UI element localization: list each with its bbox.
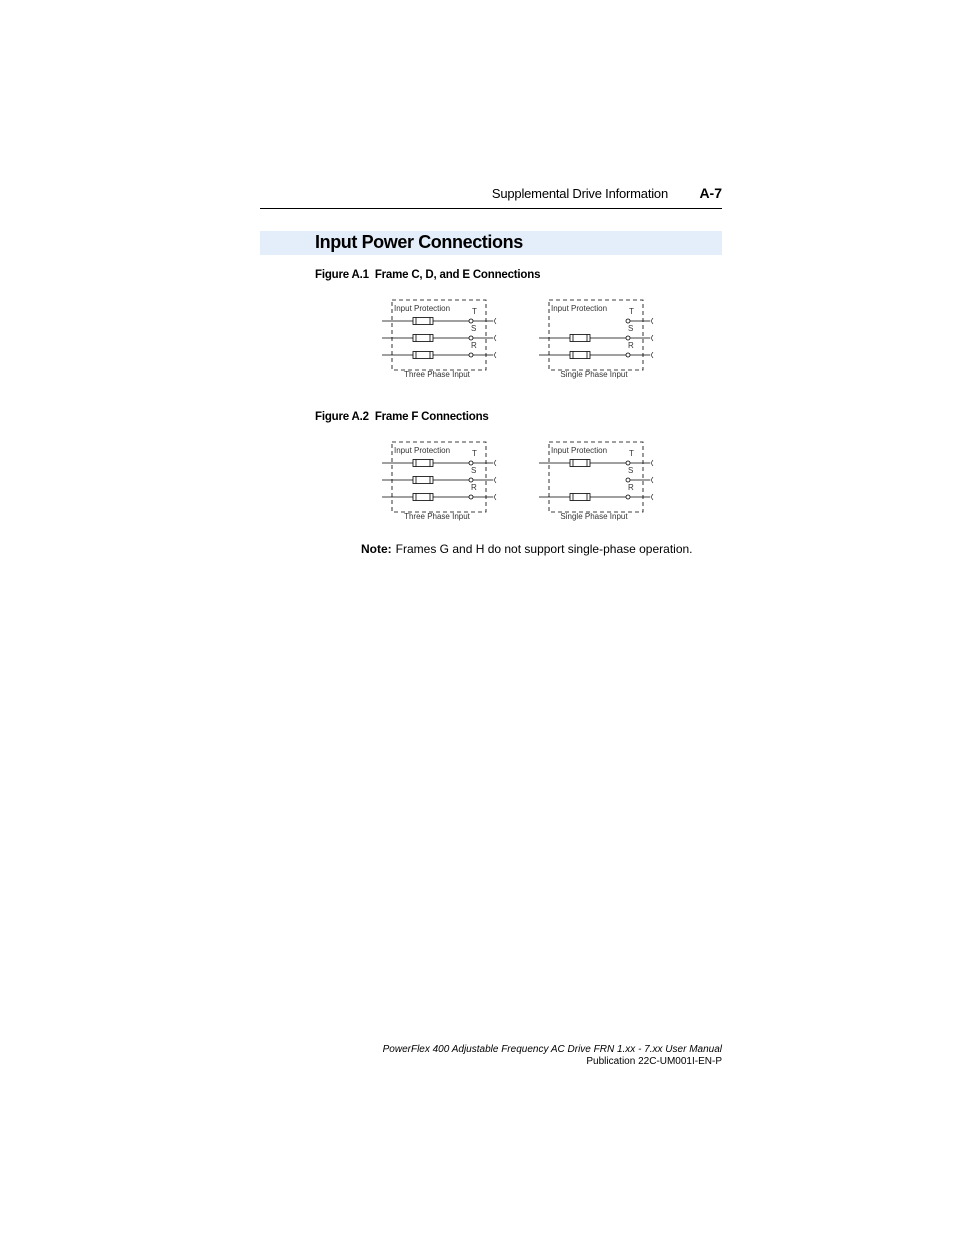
terminal-t-label: T	[472, 307, 477, 316]
terminal-s-label: S	[628, 324, 634, 333]
single-phase-diagram	[537, 440, 662, 530]
footer-publication: Publication 22C-UM001I-EN-P	[586, 1056, 722, 1067]
terminal-t-label: T	[629, 449, 634, 458]
terminal-t-label: T	[472, 449, 477, 458]
single-phase-input-label: Single Phase Input	[560, 512, 628, 521]
terminal-s-label: S	[471, 466, 477, 475]
terminal-t-label: T	[629, 307, 634, 316]
input-protection-label: Input Protection	[394, 304, 451, 313]
page-footer	[380, 1044, 722, 1068]
terminal-s-label: S	[628, 466, 634, 475]
figure-number: Figure A.1	[315, 269, 369, 281]
note	[361, 542, 693, 556]
running-header	[260, 184, 722, 204]
three-phase-diagram	[380, 440, 505, 530]
three-phase-input-label: Three Phase Input	[404, 512, 470, 521]
header-rule	[260, 208, 722, 209]
header-section-name: Supplemental Drive Information	[491, 186, 668, 201]
terminal-r-label: R	[628, 483, 634, 492]
section-title-band	[260, 231, 722, 255]
footer-manual-title: PowerFlex 400 Adjustable Frequency AC Drive FRN 1.xx - 7.xx User Manual	[382, 1044, 722, 1055]
figure-caption-text: Frame F Connections	[374, 411, 489, 423]
note-text: Frames G and H do not support single-phase operation.	[395, 542, 693, 556]
section-title: Input Power Connections	[315, 232, 523, 252]
note-label: Note:	[361, 542, 392, 556]
figure-caption	[315, 411, 489, 423]
single-phase-diagram	[537, 298, 662, 388]
terminal-s-label: S	[471, 324, 477, 333]
figure-number: Figure A.2	[315, 411, 369, 423]
figure-caption-text: Frame C, D, and E Connections	[374, 269, 541, 281]
figure-caption	[315, 269, 540, 281]
three-phase-input-label: Three Phase Input	[404, 370, 470, 379]
terminal-r-label: R	[471, 483, 477, 492]
input-protection-label: Input Protection	[394, 446, 451, 455]
input-protection-label: Input Protection	[551, 304, 608, 313]
three-phase-diagram	[380, 298, 505, 388]
terminal-r-label: R	[471, 341, 477, 350]
terminal-r-label: R	[628, 341, 634, 350]
page-number: A-7	[699, 185, 722, 201]
single-phase-input-label: Single Phase Input	[560, 370, 628, 379]
input-protection-label: Input Protection	[551, 446, 608, 455]
